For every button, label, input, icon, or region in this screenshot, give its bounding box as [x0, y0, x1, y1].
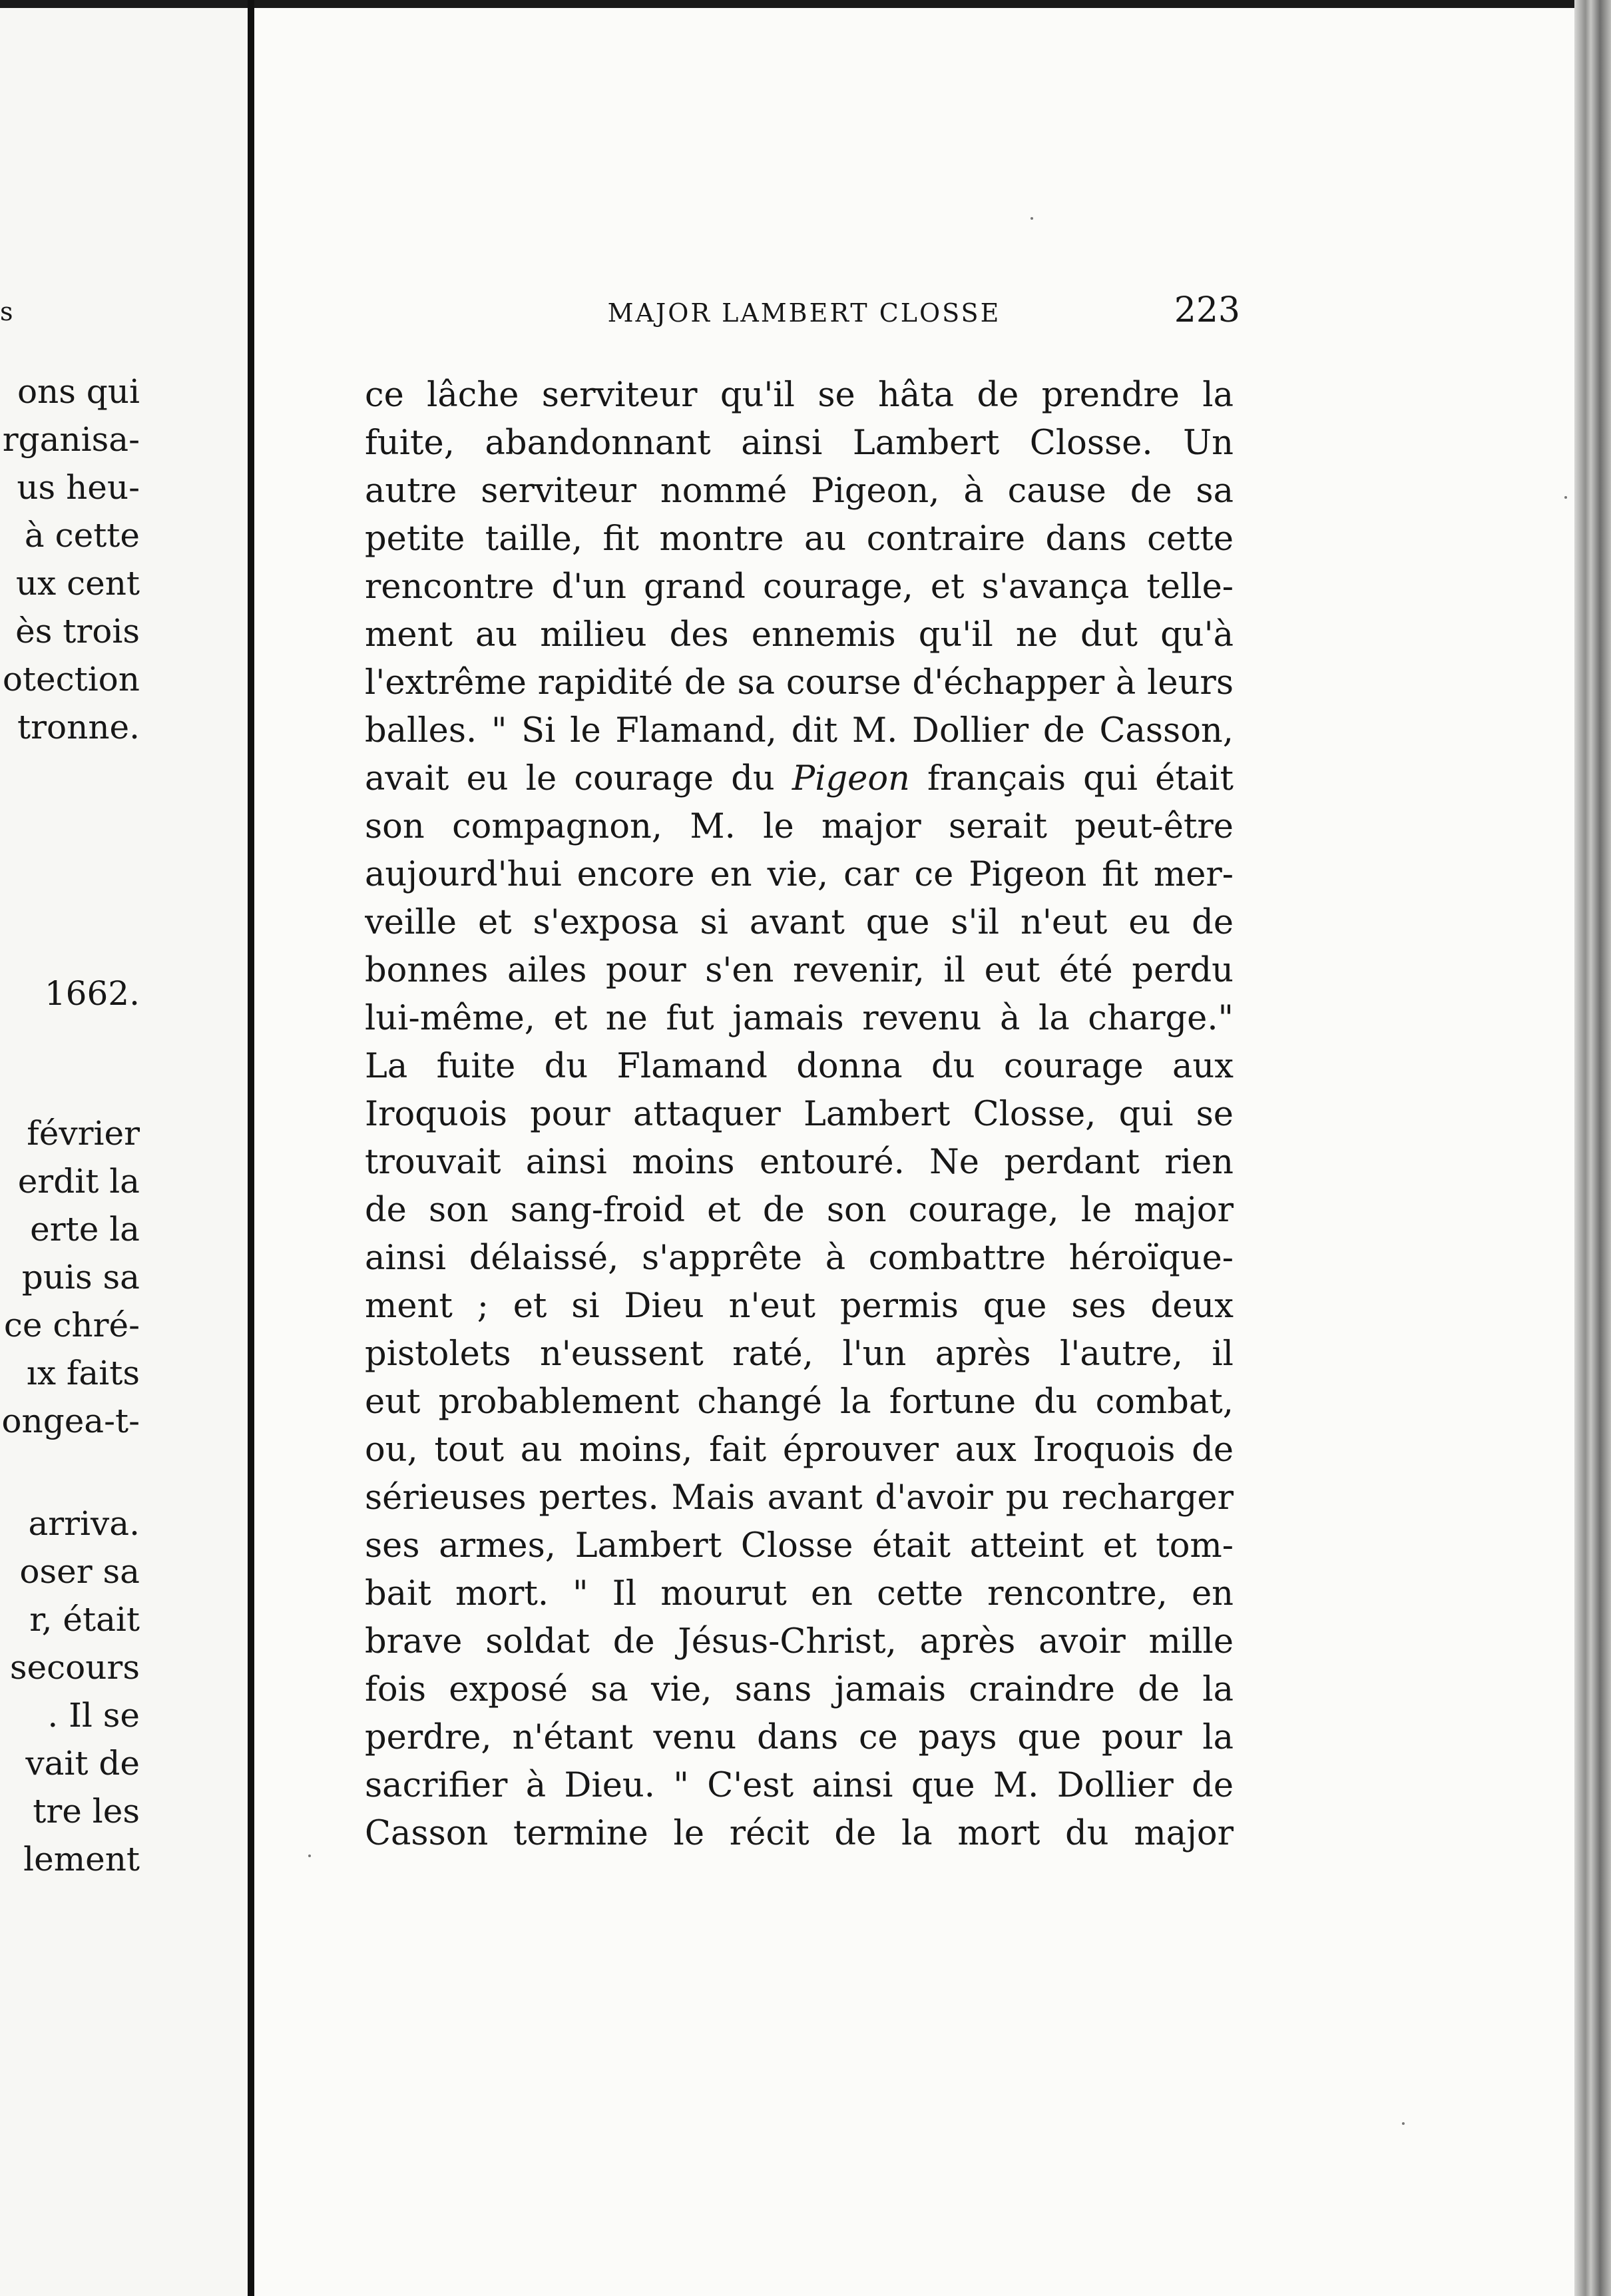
- scan-speck: [1402, 2122, 1405, 2125]
- left-page-line: lement: [23, 1840, 140, 1878]
- left-page-line: otection: [2, 660, 140, 699]
- body-text-line: fuite, abandonnant ainsi Lambert Closse. Un: [365, 424, 1234, 463]
- body-text-line: balles. " Si le Flamand, dit M. Dollier de Casson,: [365, 711, 1234, 750]
- scan-speck: [1031, 217, 1033, 220]
- body-text-line: ment au milieu des ennemis qu'il ne dut qu'à: [365, 615, 1234, 655]
- body-text-line: fois exposé sa vie, sans jamais craindre de la: [365, 1670, 1234, 1709]
- body-text-line: aujourd'hui encore en vie, car ce Pigeon fit mer-: [365, 855, 1234, 894]
- left-page-header-fragment: s: [0, 297, 13, 326]
- body-text-line: ment ; et si Dieu n'eut permis que ses deux: [365, 1287, 1234, 1326]
- left-page-line: us heu-: [17, 468, 140, 507]
- scan-speck: [1564, 496, 1567, 499]
- left-page-line: oser sa: [19, 1552, 140, 1591]
- left-page-line: à cette: [24, 516, 140, 555]
- left-page-line: rganisa-: [2, 420, 140, 459]
- body-text-line: La fuite du Flamand donna du courage aux: [365, 1047, 1234, 1086]
- left-page-line: ès trois: [15, 612, 140, 651]
- body-text-line: lui-même, et ne fut jamais revenu à la charge.": [365, 999, 1234, 1038]
- body-text-line: son compagnon, M. le major serait peut-être: [365, 807, 1234, 846]
- body-text-line: eut probablement changé la fortune du combat,: [365, 1382, 1234, 1422]
- left-page-line: vait de: [25, 1744, 140, 1783]
- page-number: 223: [1174, 290, 1240, 330]
- left-page-line: arriva.: [28, 1504, 140, 1543]
- body-text-line: sérieuses pertes. Mais avant d'avoir pu recharger: [365, 1478, 1234, 1518]
- italic-word-pigeon: Pigeon: [792, 759, 910, 798]
- body-text-line: Casson termine le récit de la mort du major: [365, 1814, 1234, 1853]
- body-text-line: ses armes, Lambert Closse était atteint et tom-: [365, 1526, 1234, 1566]
- left-page-line: erte la: [30, 1210, 140, 1249]
- body-text-line: brave soldat de Jésus-Christ, après avoir mille: [365, 1622, 1234, 1661]
- body-text-line: autre serviteur nommé Pigeon, à cause de sa: [365, 471, 1234, 511]
- body-text-line: bait mort. " Il mourut en cette rencontre, en: [365, 1574, 1234, 1613]
- body-text-line: l'extrême rapidité de sa course d'échapper à leurs: [365, 663, 1234, 703]
- left-page-line: ce chré-: [3, 1306, 140, 1344]
- body-text-line: veille et s'exposa si avant que s'il n'eut eu de: [365, 903, 1234, 942]
- left-page-line: tronne.: [17, 708, 140, 746]
- left-page-line: tre les: [33, 1792, 140, 1831]
- book-gutter: [248, 0, 254, 2296]
- left-page-line: . Il se: [47, 1696, 140, 1735]
- body-text-line: sacrifier à Dieu. " C'est ainsi que M. Dollier de: [365, 1766, 1234, 1805]
- left-page-line: puis sa: [21, 1258, 140, 1296]
- left-page-line: secours: [9, 1648, 140, 1687]
- body-text-line: bonnes ailes pour s'en revenir, il eut été perdu: [365, 951, 1234, 990]
- left-page-line: ongea-t-: [1, 1402, 140, 1440]
- left-page-line: février: [27, 1114, 140, 1153]
- body-text-segment: avait eu le courage du: [365, 759, 792, 798]
- left-page-line: ux cent: [15, 564, 140, 603]
- body-text-line-with-italic: [365, 755, 1234, 803]
- body-text-line: pistolets n'eussent raté, l'un après l'autre, il: [365, 1334, 1234, 1374]
- body-text-segment: français qui était: [909, 759, 1234, 798]
- body-text-line: perdre, n'étant venu dans ce pays que pour la: [365, 1718, 1234, 1757]
- body-text-line: ainsi délaissé, s'apprête à combattre héroïque-: [365, 1239, 1234, 1278]
- body-text-line: de son sang-froid et de son courage, le major: [365, 1191, 1234, 1230]
- left-page-line: 1662.: [44, 974, 140, 1013]
- scan-speck: [308, 1855, 311, 1857]
- running-head: MAJOR LAMBERT CLOSSE: [607, 298, 1001, 328]
- page-edge-stack: [1574, 0, 1611, 2296]
- left-page-line: r, était: [29, 1600, 140, 1639]
- body-text-line: trouvait ainsi moins entouré. Ne perdant rien: [365, 1143, 1234, 1182]
- left-page-line: ons qui: [17, 372, 140, 411]
- body-text-line: ce lâche serviteur qu'il se hâta de prendre la: [365, 376, 1234, 415]
- scan-top-border: [0, 0, 1611, 8]
- left-page-line: erdit la: [17, 1162, 140, 1201]
- body-text-line: petite taille, fit montre au contraire dans cette: [365, 519, 1234, 559]
- body-text-line: rencontre d'un grand courage, et s'avança telle-: [365, 567, 1234, 607]
- body-text-line: Iroquois pour attaquer Lambert Closse, qui se: [365, 1095, 1234, 1134]
- body-text-line: ou, tout au moins, fait éprouver aux Iroquois de: [365, 1430, 1234, 1470]
- left-page-line: ıx faits: [26, 1354, 140, 1392]
